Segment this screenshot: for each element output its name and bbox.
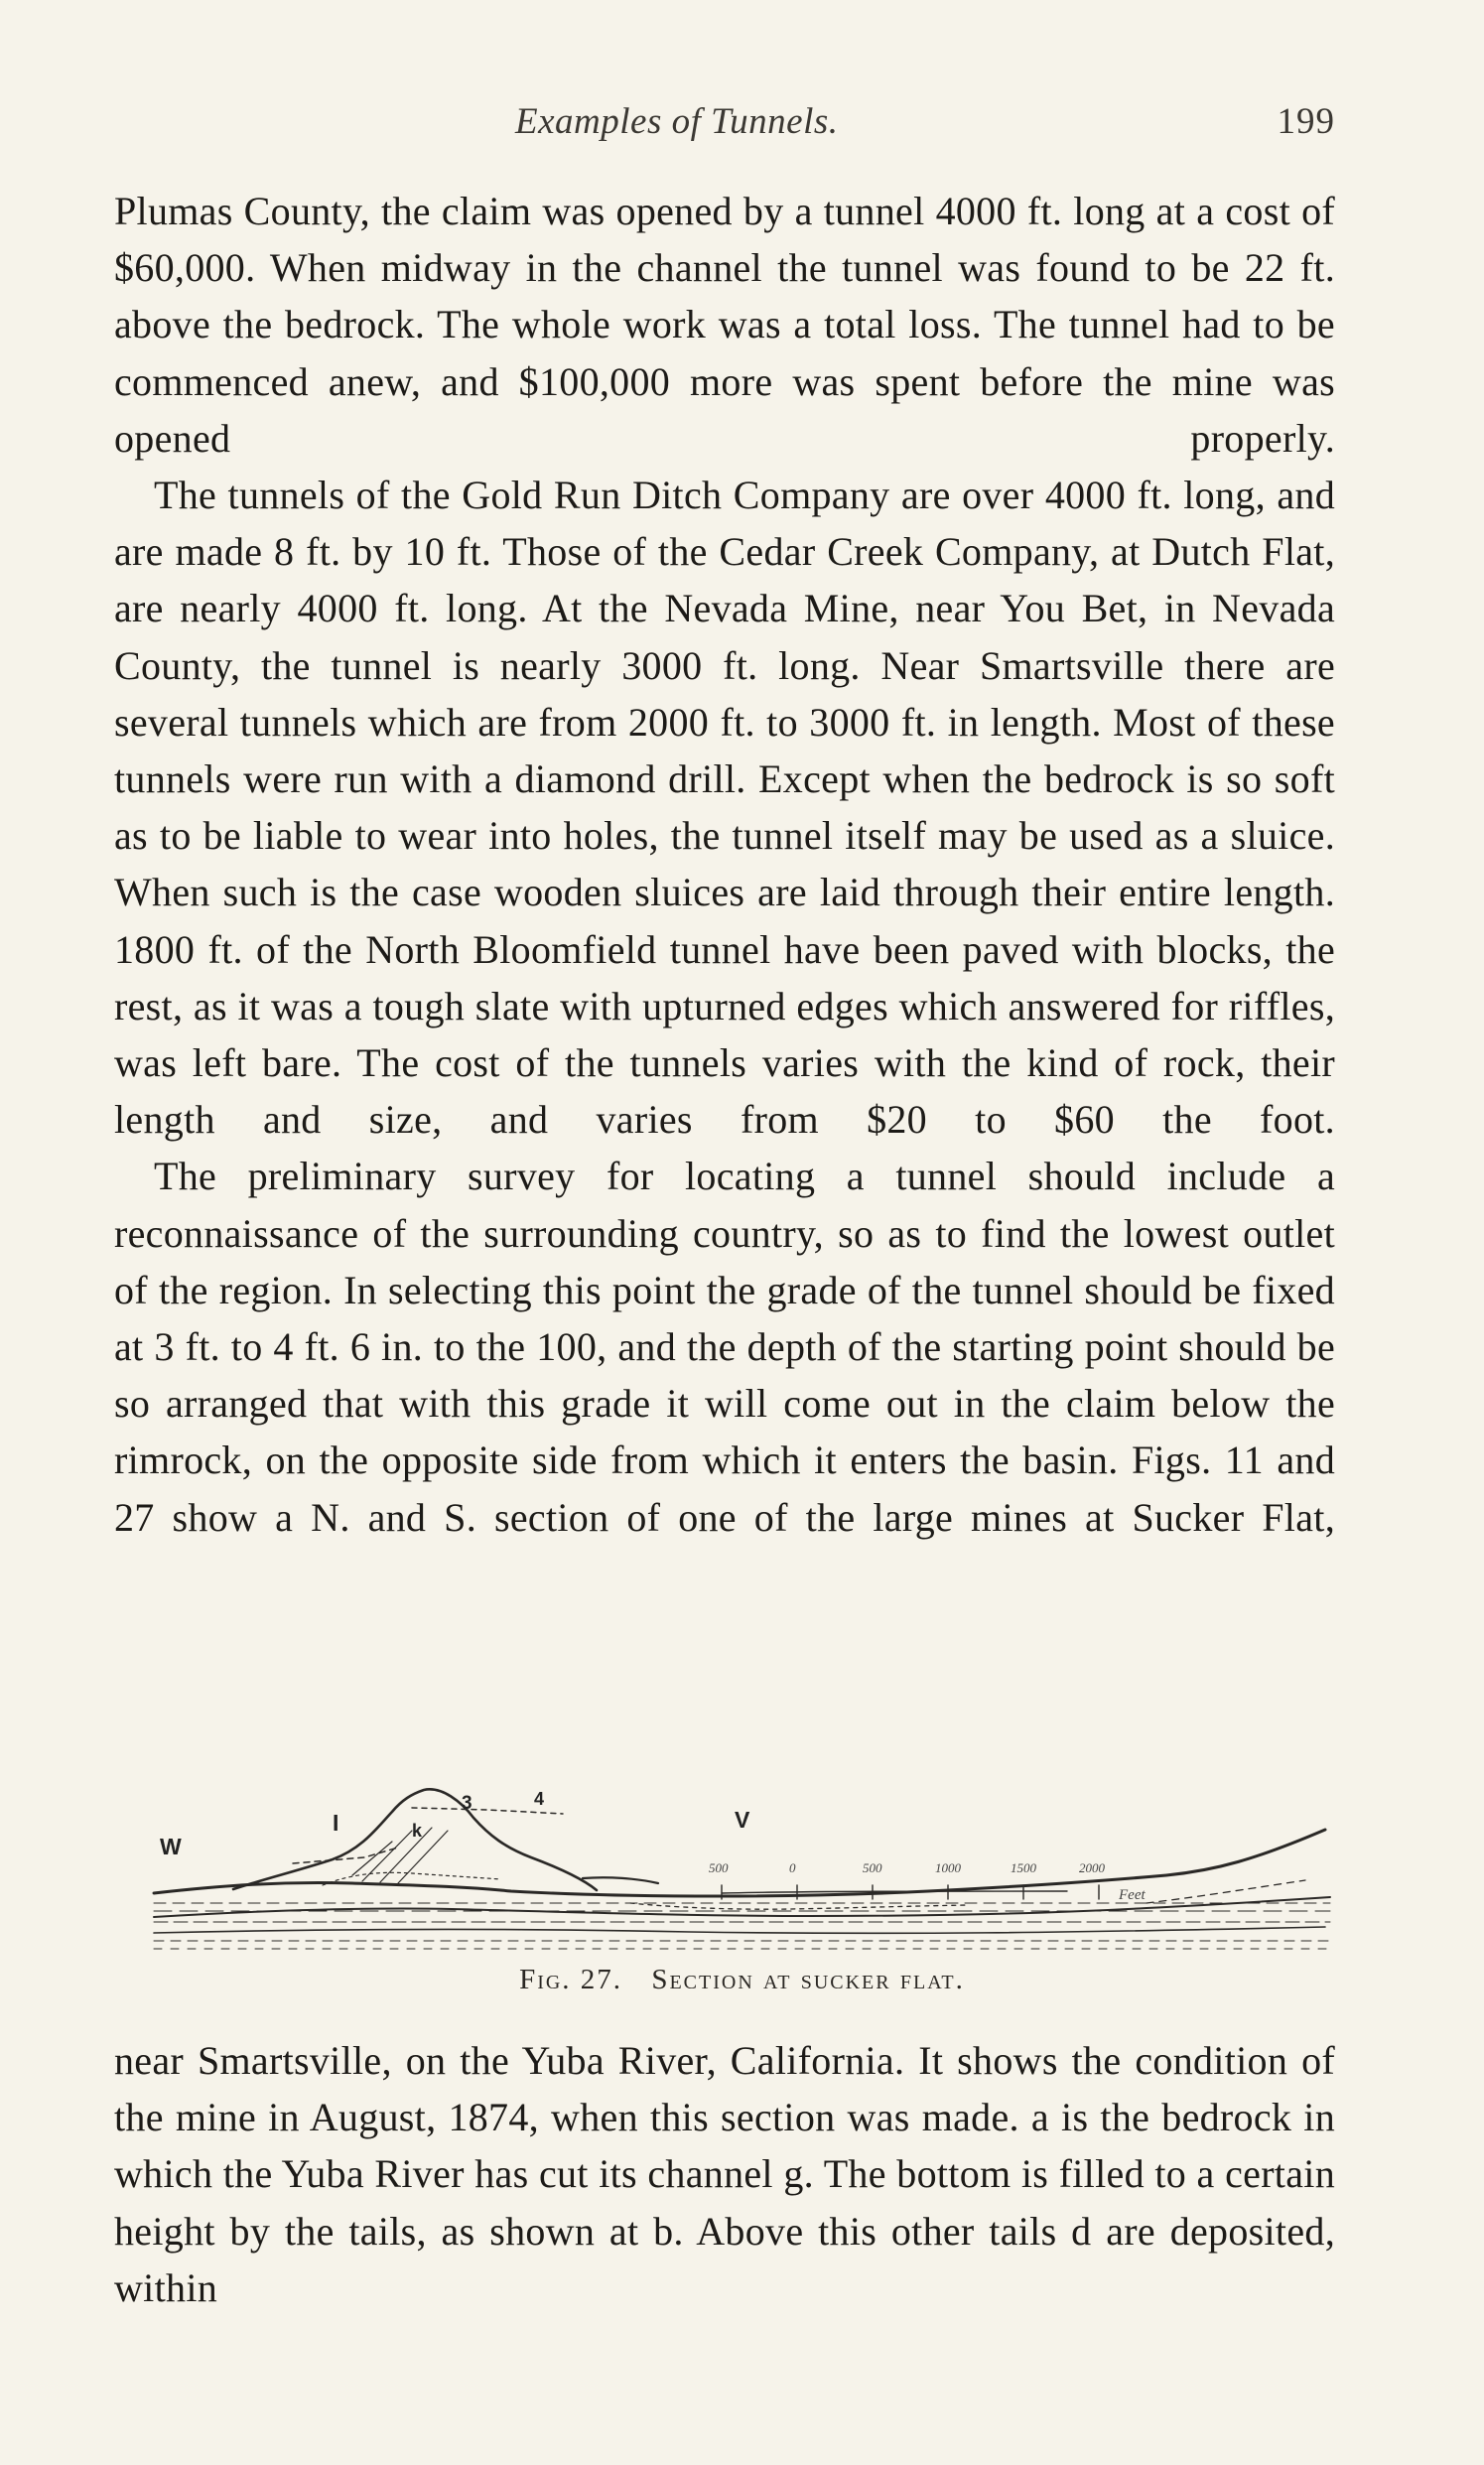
figure-title: Section at sucker flat. [651,1964,965,1995]
tunnel-line [630,1903,968,1909]
scale-label-0: 500 [709,1860,729,1875]
figure-caption [0,1964,1484,1996]
page-number: 199 [1277,101,1335,142]
label-four: 4 [534,1789,545,1809]
label-east: V [735,1807,750,1833]
paragraph-survey: The preliminary survey for locating a tunnel should include a reconnaissance of the surrounding country, so as to find the lowest outlet of the region. In selecting this point the grade of the tunnel should be fixed at 3 ft. to 4 ft. 6 in. to the 100, and the depth of the starting point should be so arranged that with this grade it will come out in the claim below the rimrock, on the opposite side from which it enters the basin. Figs. 11 and 27 show a N. and S. section of one of the large mines at Sucker Flat, [114,1154,1335,1540]
lower-stratum [154,1927,1325,1933]
paragraph-smartsville: near Smartsville, on the Yuba River, California. It shows the condition of the mine in August, 1874, when this section was made. a is the bedrock in which the Yuba River has cut its channel g. The bottom is filled to a certain height by the tails, as shown at b. Above this other tails d are deposited, within [114,2038,1335,2310]
label-two: k [412,1821,423,1841]
figure-number: Fig. 27. [519,1964,623,1995]
body-text-top [114,183,1335,1546]
scale-label-2: 500 [863,1860,882,1875]
bedrock-profile [154,1897,1330,1917]
figure-27 [114,1736,1345,1950]
surface-profile [154,1830,1325,1896]
paragraph-gold-run: The tunnels of the Gold Run Ditch Company are over 4000 ft. long, and are made 8 ft. by 10 ft. Those of the Cedar Creek Company, at Dutch Flat, are nearly 4000 ft. long. At the Nevada Mine, near You Bet, in Nevada County, the tunnel is nearly 3000 ft. long. Near Smartsville there are several tunnels which are from 2000 ft. to 3000 ft. in length. Most of these tunnels were run with a diamond drill. Except when the bedrock is so soft as to be liable to wear into holes, the tunnel itself may be used as a sluice. When such is the case wooden sluices are laid through their entire length. 1800 ft. of the North Bloomfield tunnel have been paved with blocks, the rest, as it was a tough slate with upturned edges which answered for riffles, was left bare. The cost of the tunnels varies with the kind of rock, their length and size, and varies from $20 to $60 the foot. [114,473,1335,1143]
paragraph-continuation: Plumas County, the claim was opened by a tunnel 4000 ft. long at a cost of $60,000. When midway in the channel the tunnel was found to be 22 ft. above the bedrock. The whole work was a total loss. The tunnel had to be commenced anew, and $100,000 more was spent before the mine was opened properly. [114,189,1335,461]
scale-label-4: 1500 [1011,1860,1036,1875]
running-title: Examples of Tunnels. [515,101,839,142]
label-west: W [160,1834,182,1859]
body-text-bottom [114,2032,1335,2316]
page-header [114,94,1335,154]
scale-label-3: 1000 [935,1860,961,1875]
section-diagram [114,1736,1345,1950]
terrace-line [583,1877,658,1883]
scale-unit: Feet [1119,1887,1146,1903]
scale-label-1: 0 [789,1860,796,1875]
scale-label-5: 2000 [1079,1860,1105,1875]
label-three: 3 [462,1793,472,1814]
label-one: I [333,1810,339,1836]
